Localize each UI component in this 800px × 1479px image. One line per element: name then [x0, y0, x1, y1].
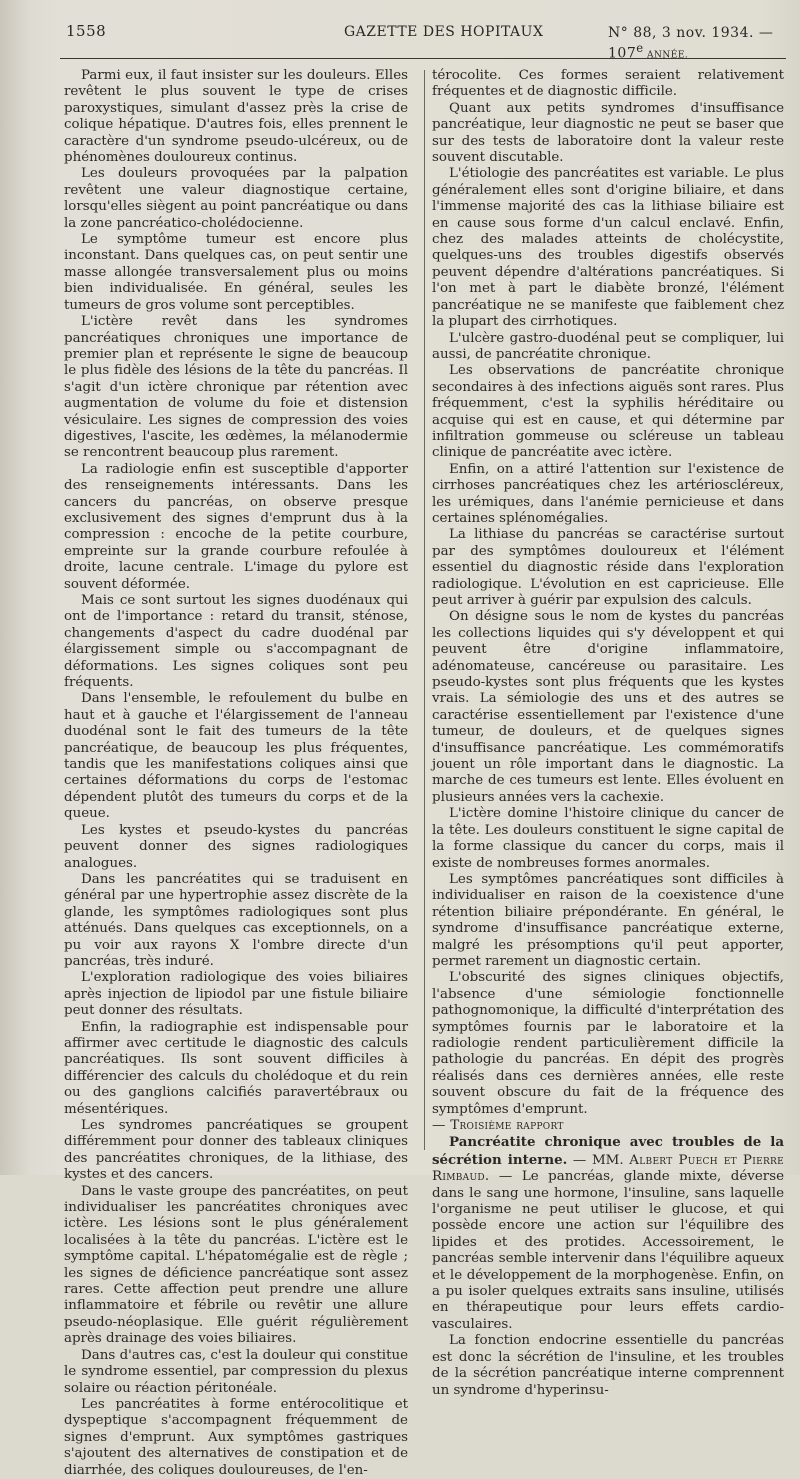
report-dash: — MM. [567, 1152, 630, 1168]
paragraph: térocolite. Ces formes seraient relativement fréquentes et de diagnostic difficile. [432, 68, 784, 100]
paragraph: L'ictère domine l'histoire clinique du cancer de la tête. Les douleurs constituent le signe capital de la forme classique du cancer du corps, mais il existe de nombreuses formes anormales. [432, 806, 784, 871]
paragraph: Les kystes et pseudo-kystes du pancréas peuvent donner des signes radiologiques analogues. [64, 822, 408, 871]
paragraph: Mais ce sont surtout les signes duodénaux qui ont de l'importance : retard du transit, sténose, changements d'aspect du cadre duodénal par élargissement simple ou s'accompagnant de déformations. Les signes coliques sont peu fréquents. [64, 593, 408, 691]
report-authors: Albert Puech et Pierre Rimbaud. [432, 1152, 784, 1185]
page-header [64, 22, 788, 62]
paragraph: L'obscurité des signes cliniques objectifs, l'absence d'une sémiologie fonctionnelle pathognomonique, la difficulté d'interprétation des symptômes fournis par le laboratoire et la radiologie rendent particulièrement difficile la pathologie du pancréas. En dépit des progrès réalisés dans ces dernières années, elle reste souvent obscure du fait de la fréquence des symptômes d'emprunt. [432, 970, 784, 1117]
paragraph: L'ictère revêt dans les syndromes pancréatiques chroniques une importance de premier plan et représente le signe de beaucoup le plus fidèle des lésions de la tête du pancréas. Il s'agit d'un ictère chronique par rétention avec augmentation de volume du foie et distension vésiculaire. Les signes de compression des voies digestives, l'ascite, les œdèmes, la mélanodermie se rencontrent beaucoup plus rarement. [64, 314, 408, 461]
paragraph: La lithiase du pancréas se caractérise surtout par des symptômes douloureux et l'élément essentiel du diagnostic réside dans l'exploration radiologique. L'évolution en est capricieuse. Elle peut arriver à guérir par expulsion des calculs. [432, 527, 784, 608]
paragraph: On désigne sous le nom de kystes du pancréas les collections liquides qui s'y développent et qui peuvent être d'origine inflammatoire, adénomateuse, cancéreuse ou parasitaire. Les pseudo-kystes sont plus fréquents que les kystes vrais. La sémiologie des uns et des autres se caractérise essentiellement par l'existence d'une tumeur, de douleurs, et de quelques signes d'insuffisance pancréatique. Les commémoratifs jouent un rôle important dans le diagnostic. La marche de ces tumeurs est lente. Elles évoluent en plusieurs années vers la cachexie. [432, 609, 784, 805]
paragraph: Dans le vaste groupe des pancréatites, on peut individualiser les pancréatites chroniques avec ictère. Les lésions sont le plus généralement localisées à la tête du pancréas. L'ictère est le symptôme capital. L'hépatomégalie est de règle ; les signes de déficience pancréatique sont assez rares. Cette affection peut prendre une allure inflammatoire et fébrile ou revêtir une allure pseudo-néoplasique. Elle guérit régulièrement après drainage des voies biliaires. [64, 1183, 408, 1347]
paragraph: L'étiologie des pancréatites est variable. Le plus généralement elles sont d'origine biliaire, et dans l'immense majorité des cas la lithiase biliaire est en cause sous forme d'un calcul enclavé. Enfin, chez des malades atteints de cholécystite, quelques-uns des troubles digestifs observés peuvent dépendre d'altérations pancréatiques. Si l'on met à part le diabète bronzé, l'élément pancréatique ne se manifeste que faiblement chez la plupart des cirrhotiques. [432, 166, 784, 330]
paragraph: Les observations de pancréatite chronique secondaires à des infections aiguës sont rares. Plus fréquemment, c'est la syphilis héréditaire ou acquise qui est en cause, et qui détermine par infiltration gommeuse ou scléreuse un tableau clinique de pancréatite avec ictère. [432, 363, 784, 461]
paragraph: Les douleurs provoquées par la palpation revêtent une valeur diagnostique certaine, lorsqu'elles siègent au point pancréatique ou dans la zone pancréatico-cholédocienne. [64, 166, 408, 231]
paragraph: La radiologie enfin est susceptible d'apporter des renseignements intéressants. Dans les cancers du pancréas, on observe presque exclusivement des signes d'emprunt dus à la compression : encoche de la petite courbure, empreinte sur la grande courbure refoulée à droite, lacune centrale. L'image du pylore est souvent déformée. [64, 461, 408, 592]
issue-info [608, 25, 788, 62]
report-title: Pancréatite chronique avec troubles de la sécrétion interne. [432, 1134, 784, 1168]
paragraph: Enfin, la radiographie est indispensable pour affirmer avec certitude le diagnostic des calculs pancréatiques. Ils sont souvent difficiles à différencier des calculs du cholédoque et du rein ou des ganglions calcifiés paravertébraux ou mésentériques. [64, 1019, 408, 1117]
paragraph: La fonction endocrine essentielle du pancréas est donc la sécrétion de l'insuline, et les troubles de la sécrétion pancréatique interne comprennent un syndrome d'hyperinsu- [432, 1333, 784, 1398]
paragraph: Quant aux petits syndromes d'insuffisance pancréatique, leur diagnostic ne peut se baser que sur des tests de laboratoire dont la valeur reste souvent discutable. [432, 100, 784, 166]
paragraph: Les pancréatites à forme entérocolitique et dyspeptique s'accompagnent fréquemment de signes d'emprunt. Aux symptômes gastriques s'ajoutent des alternatives de constipation et de diarrhée, des coliques douloureuses, de l'en- [64, 1396, 408, 1478]
journal-title: GAZETTE DES HOPITAUX [344, 24, 544, 40]
paragraph: Dans l'ensemble, le refoulement du bulbe en haut et à gauche et l'élargissement de l'anneau duodénal sont le fait des tumeurs de la tête pancréatique, de beaucoup les plus fréquentes, tandis que les manifestations coliques ainsi que certaines déformations du corps de l'estomac dépendent plutôt des tumeurs du corps et de la queue. [64, 691, 408, 822]
paragraph: Dans les pancréatites qui se traduisent en général par une hypertrophie assez discrète de la glande, les symptômes radiologiques sont plus atténués. Dans quelques cas exceptionnels, on a pu voir aux rayons X l'ombre directe d'un pancréas, très induré. [64, 871, 408, 969]
column-divider [424, 70, 425, 1150]
paragraph: L'exploration radiologique des voies biliaires après injection de lipiodol par une fistule biliaire peut donner des résultats. [64, 970, 408, 1019]
section-heading: — Troisième rapport [432, 1118, 564, 1133]
paragraph: Enfin, on a attiré l'attention sur l'existence de cirrhoses pancréatiques chez les artérioscléreux, les urémiques, dans l'anémie pernicieuse et dans certaines splénomégalies. [432, 461, 784, 526]
left-column [64, 68, 408, 1479]
paragraph: Le symptôme tumeur est encore plus inconstant. Dans quelques cas, on peut sentir une masse allongée transversalement plus ou moins bien individualisée. En général, seules les tumeurs de gros volume sont perceptibles. [64, 232, 408, 313]
paragraph: Les symptômes pancréatiques sont difficiles à individualiser en raison de la coexistence d'une rétention biliaire prépondérante. En général, le syndrome d'insuffisance pancréatique externe, malgré les présomptions qu'il peut apporter, permet rarement un diagnostic certain. [432, 871, 784, 969]
paragraph: Les syndromes pancréatiques se groupent différemment pour donner des tableaux cliniques des pancréatites chroniques, de la lithiase, des kystes et des cancers. [64, 1118, 408, 1183]
paragraph: Dans d'autres cas, c'est la douleur qui constitue le syndrome essentiel, par compression du plexus solaire ou réaction péritonéale. [64, 1347, 408, 1396]
report-paragraph [432, 1134, 784, 1333]
header-rule [60, 58, 786, 59]
report-body: — Le pancréas, glande mixte, déverse dans le sang une hormone, l'insuline, sans laquelle l'organisme ne peut utiliser le glucose, et qui possède encore une action sur l'équilibre des lipides et des protides. Accessoirement, le pancréas semble intervenir dans l'équilibre aqueux et le développement de la morphogenèse. Enfin, on a pu isoler quelques extraits sans insuline, utilisés en thérapeutique pour leurs effets cardio-vasculaires. [432, 1169, 784, 1332]
paragraph: Parmi eux, il faut insister sur les douleurs. Elles revêtent le plus souvent le type de crises paroxystiques, simulant d'assez près la crise de colique hépatique. D'autres fois, elles prennent le caractère d'un syndrome pseudo-ulcéreux, ou de phénomènes douloureux continus. [64, 68, 408, 166]
issue-ordinal: e [636, 41, 644, 55]
page-number: 1558 [66, 22, 107, 40]
issue-number-date: N° 88, 3 nov. 1934. — 107 [608, 25, 774, 62]
right-column [432, 68, 784, 1399]
issue-year-label: ANNÉE. [643, 50, 689, 61]
paragraph: L'ulcère gastro-duodénal peut se compliquer, lui aussi, de pancréatite chronique. [432, 330, 784, 362]
